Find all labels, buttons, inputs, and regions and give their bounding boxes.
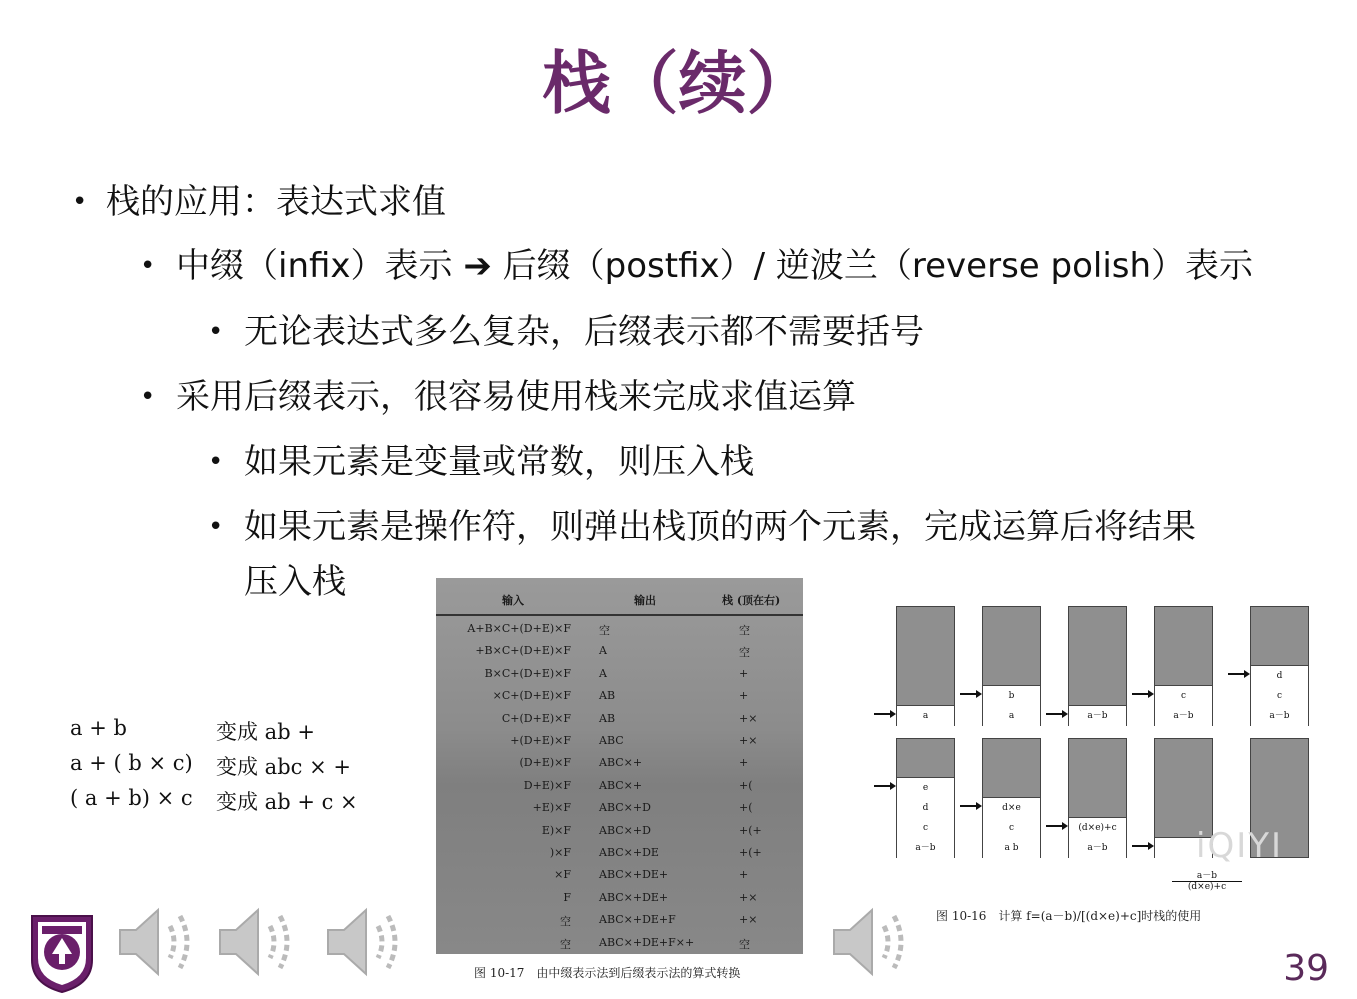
push-arrow-icon bbox=[960, 693, 978, 695]
bullet-dot: • bbox=[208, 447, 224, 477]
stack-cell: a－b bbox=[897, 837, 954, 858]
push-arrow-icon bbox=[1228, 673, 1246, 675]
stack-snapshot bbox=[1154, 606, 1213, 726]
cell-output: ABC×+DE+ bbox=[599, 868, 669, 882]
stack-snapshot bbox=[982, 606, 1041, 726]
bullet-dot: • bbox=[208, 317, 224, 347]
stack-cell: c bbox=[1251, 685, 1308, 706]
conversion-table-row bbox=[436, 932, 803, 954]
speaker-icon[interactable] bbox=[828, 902, 924, 982]
conversion-table-row bbox=[436, 775, 803, 797]
conversion-table-row bbox=[436, 708, 803, 730]
page-number: 39 bbox=[1283, 948, 1329, 989]
speaker-icon[interactable] bbox=[322, 902, 418, 982]
push-arrow-icon bbox=[874, 713, 892, 715]
cell-stack: +( bbox=[739, 778, 753, 792]
bullet-dot: • bbox=[140, 251, 156, 281]
speaker-icon[interactable] bbox=[114, 902, 210, 982]
result-fraction bbox=[1172, 868, 1242, 892]
cell-input: C+(D+E)×F bbox=[501, 711, 571, 725]
stack-snapshot bbox=[1250, 606, 1309, 726]
conversion-table-row bbox=[436, 820, 803, 842]
conversion-table-row bbox=[436, 730, 803, 752]
example-postfix: 变成 ab + c × bbox=[216, 790, 358, 814]
cell-input: +B×C+(D+E)×F bbox=[475, 644, 571, 658]
cell-input: A+B×C+(D+E)×F bbox=[467, 622, 571, 635]
cell-stack: 空 bbox=[739, 646, 750, 660]
conversion-table-row bbox=[436, 663, 803, 685]
cell-stack: +× bbox=[739, 913, 758, 927]
conversion-table-caption: 图 10-17 由中缀表示法到后缀表示法的算式转换 bbox=[474, 966, 741, 980]
cell-input: +(D+E)×F bbox=[510, 734, 571, 747]
cell-input: (D+E)×F bbox=[519, 756, 571, 770]
stack-cell: a bbox=[983, 705, 1040, 726]
cell-input: 空 bbox=[560, 937, 571, 951]
stack-cell: b bbox=[983, 685, 1040, 706]
push-arrow-icon bbox=[1132, 845, 1150, 847]
bullet-text: 无论表达式多么复杂，后缀表示都不需要括号 bbox=[244, 312, 924, 352]
conversion-table-image bbox=[436, 578, 803, 954]
university-logo-icon bbox=[28, 912, 96, 994]
cell-stack: + bbox=[739, 868, 749, 882]
cell-input: B×C+(D+E)×F bbox=[484, 666, 571, 680]
bullet-dot: • bbox=[72, 187, 88, 217]
conversion-table-row bbox=[436, 685, 803, 707]
example-postfix: 变成 abc × + bbox=[216, 755, 351, 779]
cell-stack: +× bbox=[739, 734, 758, 747]
cell-output: ABC×+DE+F×+ bbox=[599, 935, 695, 949]
stack-cell: c bbox=[897, 817, 954, 838]
stack-cell: a－b bbox=[1155, 705, 1212, 726]
stack-diagram-caption: 图 10-16 计算 f=(a－b)/[(d×e)+c]时栈的使用 bbox=[936, 909, 1202, 923]
bullet-l3-pop-operator bbox=[208, 507, 1196, 547]
cell-input: )×F bbox=[549, 846, 571, 859]
example-infix: a + b bbox=[70, 716, 127, 740]
cell-output: AB bbox=[599, 711, 616, 725]
push-arrow-icon bbox=[874, 785, 892, 787]
conversion-table-header bbox=[436, 578, 803, 616]
bullet-text: 如果元素是操作符，则弹出栈顶的两个元素，完成运算后将结果 bbox=[244, 507, 1196, 547]
conversion-table-row bbox=[436, 640, 803, 662]
example-postfix: 变成 ab + bbox=[216, 720, 315, 744]
cell-stack: 空 bbox=[739, 624, 750, 637]
header-input: 输入 bbox=[502, 594, 524, 607]
conversion-table-row bbox=[436, 797, 803, 819]
stack-cell: a－b bbox=[1069, 837, 1126, 858]
speaker-icon[interactable] bbox=[214, 902, 310, 982]
bullet-dot: • bbox=[208, 512, 224, 542]
cell-output: ABC×+DE+F bbox=[599, 913, 676, 927]
push-arrow-icon bbox=[1046, 825, 1064, 827]
cell-output: ABC×+D bbox=[599, 801, 651, 815]
cell-output: A bbox=[599, 666, 607, 680]
bullet-dot: • bbox=[140, 382, 156, 412]
cell-input: 空 bbox=[560, 915, 571, 929]
fraction-denominator: (d×e)+c bbox=[1187, 882, 1227, 892]
stack-cell: d bbox=[1251, 665, 1308, 686]
stack-cell: d×e bbox=[983, 797, 1040, 818]
bullet-text: 栈的应用：表达式求值 bbox=[106, 182, 446, 222]
stack-snapshot bbox=[896, 738, 955, 858]
header-output: 输出 bbox=[634, 594, 656, 607]
bullet-l3-push-operand bbox=[208, 442, 754, 482]
cell-stack: +× bbox=[739, 890, 758, 904]
stack-snapshot bbox=[896, 606, 955, 726]
conversion-table-row bbox=[436, 618, 803, 640]
header-stack: 栈 (顶在右) bbox=[722, 594, 781, 607]
cell-stack: +(+ bbox=[739, 823, 762, 837]
cell-input: E)×F bbox=[541, 823, 571, 837]
fraction-numerator: a－b bbox=[1172, 868, 1242, 882]
cell-output: ABC×+ bbox=[599, 778, 643, 792]
bullet-text-infix: 中缀（infix）表示 bbox=[176, 246, 453, 286]
stack-cell: c bbox=[1155, 685, 1212, 706]
bullet-text-postfix: 后缀（postfix）/ 逆波兰（reverse polish）表示 bbox=[502, 246, 1254, 286]
cell-output: 空 bbox=[599, 624, 610, 637]
cell-stack: +(+ bbox=[739, 846, 762, 859]
cell-output: ABC×+DE+ bbox=[599, 890, 669, 904]
cell-stack: +× bbox=[739, 711, 758, 725]
stack-snapshot bbox=[1068, 606, 1127, 726]
cell-stack: + bbox=[739, 689, 749, 703]
conversion-table-row bbox=[436, 887, 803, 909]
cell-output: A bbox=[599, 644, 607, 658]
conversion-table-row bbox=[436, 842, 803, 864]
stack-cell: a bbox=[897, 705, 954, 726]
bullet-text: 如果元素是变量或常数，则压入栈 bbox=[244, 442, 754, 482]
cell-input: F bbox=[563, 890, 571, 904]
watermark-logo: iQIYI bbox=[1196, 826, 1284, 866]
stack-cell: d bbox=[897, 797, 954, 818]
cell-stack: 空 bbox=[739, 937, 750, 951]
bullet-l3-no-parentheses bbox=[208, 312, 924, 352]
cell-input: D+E)×F bbox=[523, 778, 571, 792]
stack-cell: a－b bbox=[1251, 705, 1308, 726]
stack-cell: e bbox=[897, 777, 954, 798]
bullet-l2-use-stack bbox=[140, 377, 856, 417]
bullet-text: 采用后缀表示，很容易使用栈来完成求值运算 bbox=[176, 377, 856, 417]
cell-output: ABC×+D bbox=[599, 823, 651, 837]
conversion-table-row bbox=[436, 752, 803, 774]
bullet-l3-continuation: 压入栈 bbox=[244, 562, 346, 602]
cell-output: ABC bbox=[599, 734, 624, 747]
stack-snapshot bbox=[982, 738, 1041, 858]
conversion-table-row bbox=[436, 864, 803, 886]
example-infix: a + ( b × c) bbox=[70, 751, 193, 775]
conversion-table-row bbox=[436, 909, 803, 931]
cell-output: AB bbox=[599, 689, 616, 703]
stack-cell: (d×e)+c bbox=[1069, 817, 1126, 838]
cell-stack: +( bbox=[739, 801, 753, 815]
push-arrow-icon bbox=[1046, 713, 1064, 715]
cell-input: ×C+(D+E)×F bbox=[492, 689, 571, 703]
cell-input: ×F bbox=[554, 868, 571, 882]
push-arrow-icon bbox=[960, 805, 978, 807]
bullet-l2-infix-postfix bbox=[140, 246, 1254, 286]
bullet-l1-stack-application bbox=[72, 182, 446, 222]
stack-cell: c bbox=[983, 817, 1040, 838]
cell-output: ABC×+DE bbox=[599, 846, 659, 859]
stack-snapshot bbox=[1068, 738, 1127, 858]
example-infix: ( a + b) × c bbox=[70, 786, 193, 810]
right-arrow-icon: ➔ bbox=[463, 246, 492, 286]
cell-stack: + bbox=[739, 666, 749, 680]
stack-cell: a－b bbox=[1069, 705, 1126, 726]
cell-output: ABC×+ bbox=[599, 756, 643, 770]
push-arrow-icon bbox=[1132, 693, 1150, 695]
stack-cell: a b bbox=[983, 837, 1040, 858]
cell-stack: + bbox=[739, 756, 749, 770]
cell-input: +E)×F bbox=[532, 801, 571, 815]
slide-title: 栈（续） bbox=[542, 45, 815, 124]
